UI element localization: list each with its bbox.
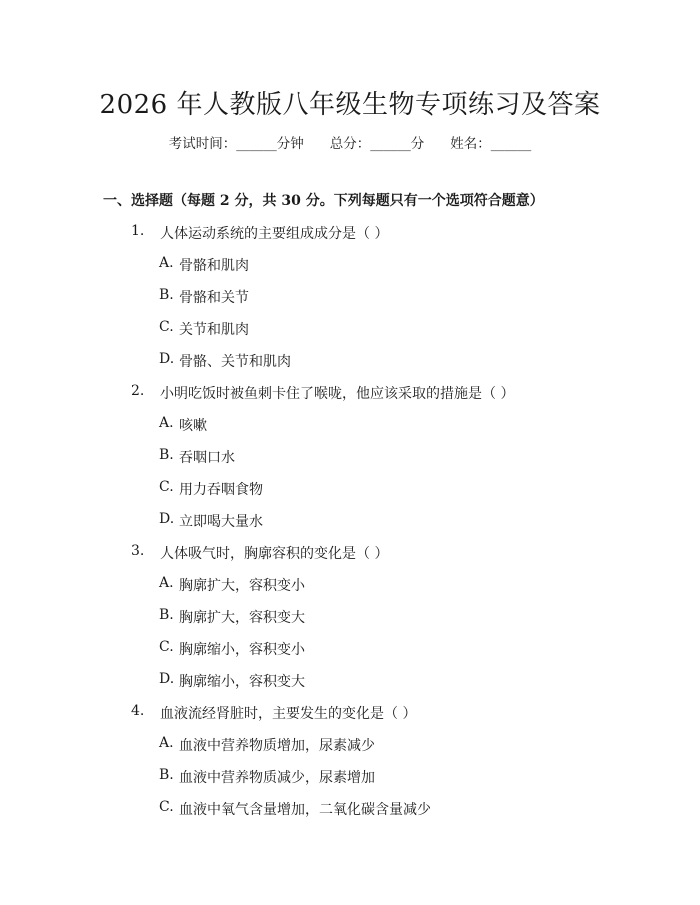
option-letter: B. <box>159 607 174 623</box>
question-number: 4. <box>131 703 145 719</box>
option-text: 胸廓缩小，容积变小 <box>179 642 305 658</box>
option-text: 咳嗽 <box>179 418 207 434</box>
option-letter: C. <box>159 479 174 495</box>
option-text: 血液中氧气含量增加，二氧化碳含量减少 <box>179 802 431 818</box>
option-letter: A. <box>159 575 174 591</box>
option-letter: D. <box>159 511 175 527</box>
option-text: 立即喝大量水 <box>179 514 263 530</box>
option-letter: B. <box>159 287 174 303</box>
question-number: 3. <box>131 543 145 559</box>
exam-time-field: 考试时间：______分钟 <box>168 136 304 152</box>
option-letter: C. <box>159 639 174 655</box>
question-number: 2. <box>131 383 145 399</box>
option-letter: A. <box>159 415 174 431</box>
option-text: 胸廓扩大，容积变大 <box>179 610 305 626</box>
question-number: 1. <box>131 223 145 239</box>
question-text: 人体吸气时，胸廓容积的变化是（ ） <box>160 546 389 562</box>
option-text: 胸廓缩小，容积变大 <box>179 674 305 690</box>
option-letter: A. <box>159 255 174 271</box>
option-text: 血液中营养物质减少，尿素增加 <box>179 770 375 786</box>
option-text: 关节和肌肉 <box>179 322 249 338</box>
option-text: 用力吞咽食物 <box>179 482 263 498</box>
option-letter: B. <box>159 767 174 783</box>
option-letter: B. <box>159 447 174 463</box>
question-text: 小明吃饭时被鱼刺卡住了喉咙，他应该采取的措施是（ ） <box>160 386 515 402</box>
option-text: 骨骼和肌肉 <box>179 258 249 274</box>
option-letter: C. <box>159 319 174 335</box>
option-letter: A. <box>159 735 174 751</box>
option-letter: C. <box>159 799 174 815</box>
option-letter: D. <box>159 671 175 687</box>
question-text: 人体运动系统的主要组成成分是（ ） <box>160 226 389 242</box>
exam-meta <box>0 132 700 152</box>
page-title: 2026 年人教版八年级生物专项练习及答案 <box>99 90 601 120</box>
option-text: 血液中营养物质增加，尿素减少 <box>179 738 375 754</box>
option-text: 骨骼、关节和肌肉 <box>179 354 291 370</box>
option-text: 骨骼和关节 <box>179 290 249 306</box>
total-score-field: 总分：______分 <box>329 136 425 152</box>
question-text: 血液流经肾脏时，主要发生的变化是（ ） <box>160 706 417 722</box>
option-letter: D. <box>159 351 175 367</box>
option-text: 胸廓扩大，容积变小 <box>179 578 305 594</box>
section-heading: 一、选择题（每题 2 分，共 30 分。下列每题只有一个选项符合题意） <box>103 193 544 209</box>
option-text: 吞咽口水 <box>179 450 235 466</box>
student-name-field: 姓名：______ <box>450 136 532 152</box>
